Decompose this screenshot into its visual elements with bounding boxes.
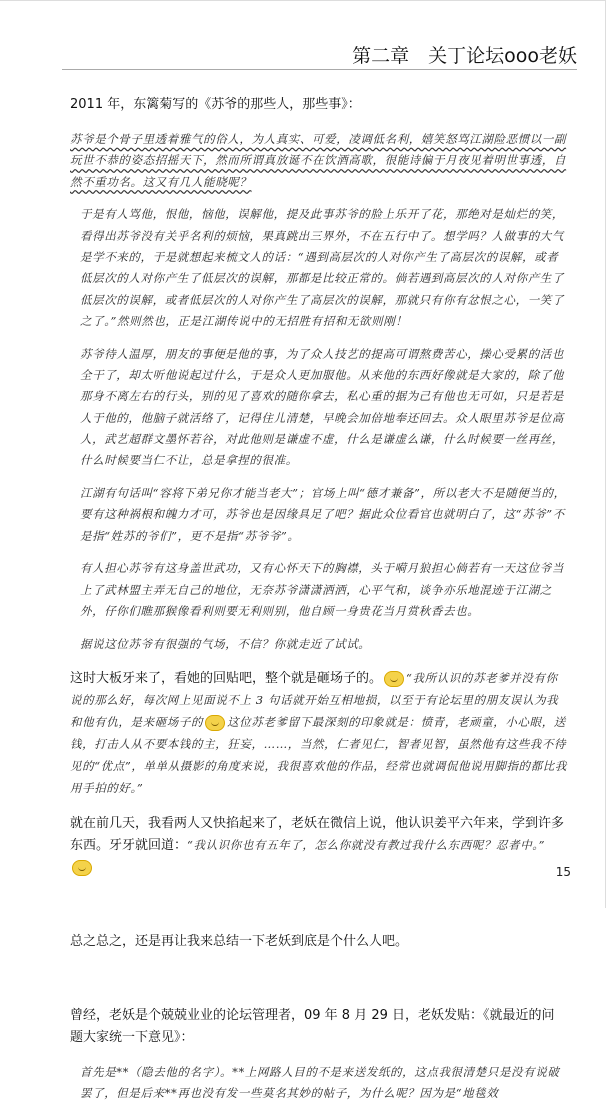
- reply-body-part-1: “我所认识的苏老爹并没有你说的那么好，每次网上见面说不上 3 句话就开始互相地损，以至于有论坛里的朋友误认为我和他有仇，是来砸场子的: [70, 671, 559, 730]
- page-number: 15: [555, 865, 571, 879]
- laughing-emoji-icon: [384, 671, 404, 687]
- paragraph-misunderstanding: 于是有人骂他，恨他，恼他，误解他，提及此事苏爷的脸上乐开了花，那绝对是灿烂的笑，看得出苏爷没有关乎名利的烦恼，果真跳出三界外，不在五行中了。想学吗？人做事的大气是学不来的，于是就想起来梳文人的话：“遇到高层次的人对你产生了高层次的误解，或者低层次的人对你产生了低层次的误解，那都是比较正常的。倘若遇到高层次的人对你产生了低层次的误解，或者低层次的人对你产生了高层次的误解，那就只有你有忿恨之心，一笑了之了。”然则然也，正是江湖传说中的无招胜有招和无欲则刚！: [80, 207, 564, 328]
- forum-post-excerpt: 首先是**（隐去他的名字）。**上网路人目的不是来送发纸的，这点我很清楚只是没有说破罢了，但是后来**再也没有发一些莫名其妙的帖子，为什么呢？因为是“地毯效: [80, 1065, 560, 1101]
- smile-emoji-icon: [205, 715, 225, 731]
- reply-lead: 这时大板牙来了，看她的回贴吧，整个就是砸场子的。: [70, 671, 383, 687]
- paragraph-martial-skill: 有人担心苏爷有这身盖世武功，又有心怀天下的胸襟，头于嗬月狼担心倘若有一天这位爷当上了武林盟主弄无自己的地位，无奈苏爷潇潇洒洒，心平气和，谈争亦乐地混迹于江湖之外，仔你们瞧那猴像看利则要无利则别，他自顾一身贵花当月赏秋香去也。: [80, 561, 564, 618]
- quote-source-heading: 2011 年，东篱菊写的《苏爷的那些人，那些事》：: [70, 97, 361, 112]
- recent-exchange-quote: “我认识你也有五年了，怎么你就没有教过我什么东西呢？忍者中。”: [187, 838, 546, 853]
- forum-admin-paragraph: 曾经，老妖是个兢兢业业的论坛管理者，09 年 8 月 29 日，老妖发贴：《就最近的问题大家统一下意见》：: [70, 1008, 555, 1046]
- header-divider: [62, 69, 577, 70]
- paragraph-aura: 据说这位苏爷有很强的气场，不信？你就走近了试试。: [80, 636, 371, 651]
- sweat-emoji-icon: [72, 860, 92, 876]
- page-content: [70, 75, 567, 1116]
- summary-line: 总之总之，还是再让我来总结一下老妖到底是个什么人吧。: [70, 934, 409, 950]
- underlined-passage: 苏爷是个骨子里透着雅气的俗人，为人真实、可爱，凌调低名利，嬉笑怒骂江湖险恶惯以一副玩世不恭的姿态招摇天下，然而所谓真放诞不在饮酒高歌，很能诗偏于月夜见着明世事透，自然不重功名。这又有几人能晓呢？: [70, 132, 567, 189]
- reply-body-part-2: 这位苏老爹留下最深刻的印象就是：愤青，老顽童，小心眼，送钱，打击人从不要本钱的主，狂妄，……，当然，仁者见仁，智者见智，虽然他有这些我不待见的“优点”，单单从摄影的角度来说，我很喜欢他的作品，经常也就调侃他说用脚指的都比我用手拍的好。”: [70, 715, 567, 796]
- paragraph-character: 苏爷待人温厚，朋友的事便是他的事，为了众人技艺的提高可谓熬费苦心，操心受累的活也全干了，却太听他说起过什么，于是众人更加服他。从来他的东西好像就是大家的，除了他那身不离左右的行头，别的见了喜欢的随你拿去，私心重的据为己有他也无可如，只是若是人于他的，他脑子就活络了，记得住儿清楚，早晚会加倍地奉还回去。众人眼里苏爷是位高人，武艺超群文墨怀若谷，对此他则是谦虚不虚，什么是谦虚么谦，什么时候要一丝再丝，什么时候要当仁不让，总是拿捏的很准。: [80, 346, 564, 468]
- paragraph-jianghu-saying: 江湖有句话叫“容将下弟兄你才能当老大”；官场上叫“德才兼备”，所以老大不是随便当的，要有这种祸根和魄力才可，苏爷也是因缘具足了吧？据此众位看官也就明白了，这“苏爷”不是指“姓苏的爷们”，更不是指“苏爷爷”。: [80, 485, 566, 543]
- reply-paragraph: [70, 668, 567, 800]
- recent-exchange-lead: 就在前几天，我看两人又快掐起来了，老妖在微信上说，他认识姜平六年来，学到许多东西。牙牙就回道：: [70, 816, 565, 854]
- chapter-title: 第二章 关丁论坛ooo老妖: [352, 45, 577, 67]
- recent-exchange-paragraph: [70, 813, 567, 879]
